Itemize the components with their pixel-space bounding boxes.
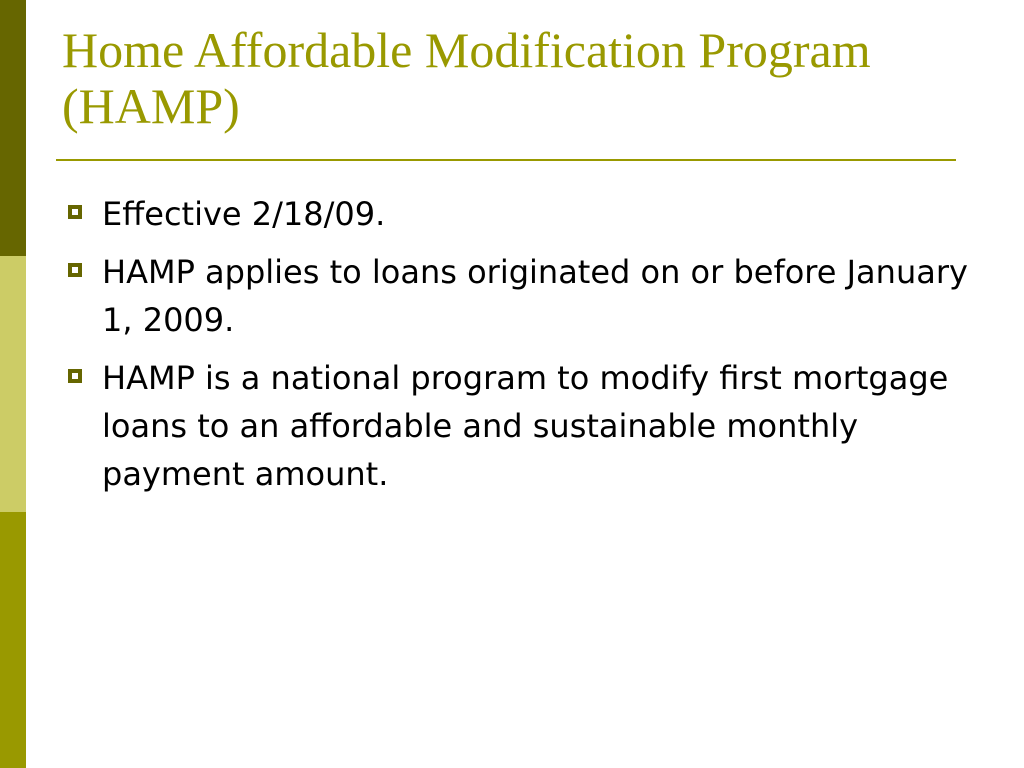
bullet-text: HAMP is a national program to modify first mortgage loans to an affordable and sustainable monthly payment amount. [102, 359, 949, 493]
hollow-square-icon [68, 369, 82, 383]
bullet-list [66, 190, 976, 508]
side-bar-top [0, 0, 26, 256]
bullet-text: Effective 2/18/09. [102, 195, 386, 233]
bullet-item [66, 354, 976, 498]
bullet-text: HAMP applies to loans originated on or before January 1, 2009. [102, 253, 968, 339]
slide-title: Home Affordable Modification Program (HAMP) [62, 22, 871, 134]
side-bar-bottom [0, 512, 26, 768]
hollow-square-icon [68, 263, 82, 277]
bullet-item [66, 190, 976, 238]
side-bar-middle [0, 256, 26, 512]
bullet-item [66, 248, 976, 344]
hollow-square-icon [68, 205, 82, 219]
title-divider [56, 159, 956, 161]
